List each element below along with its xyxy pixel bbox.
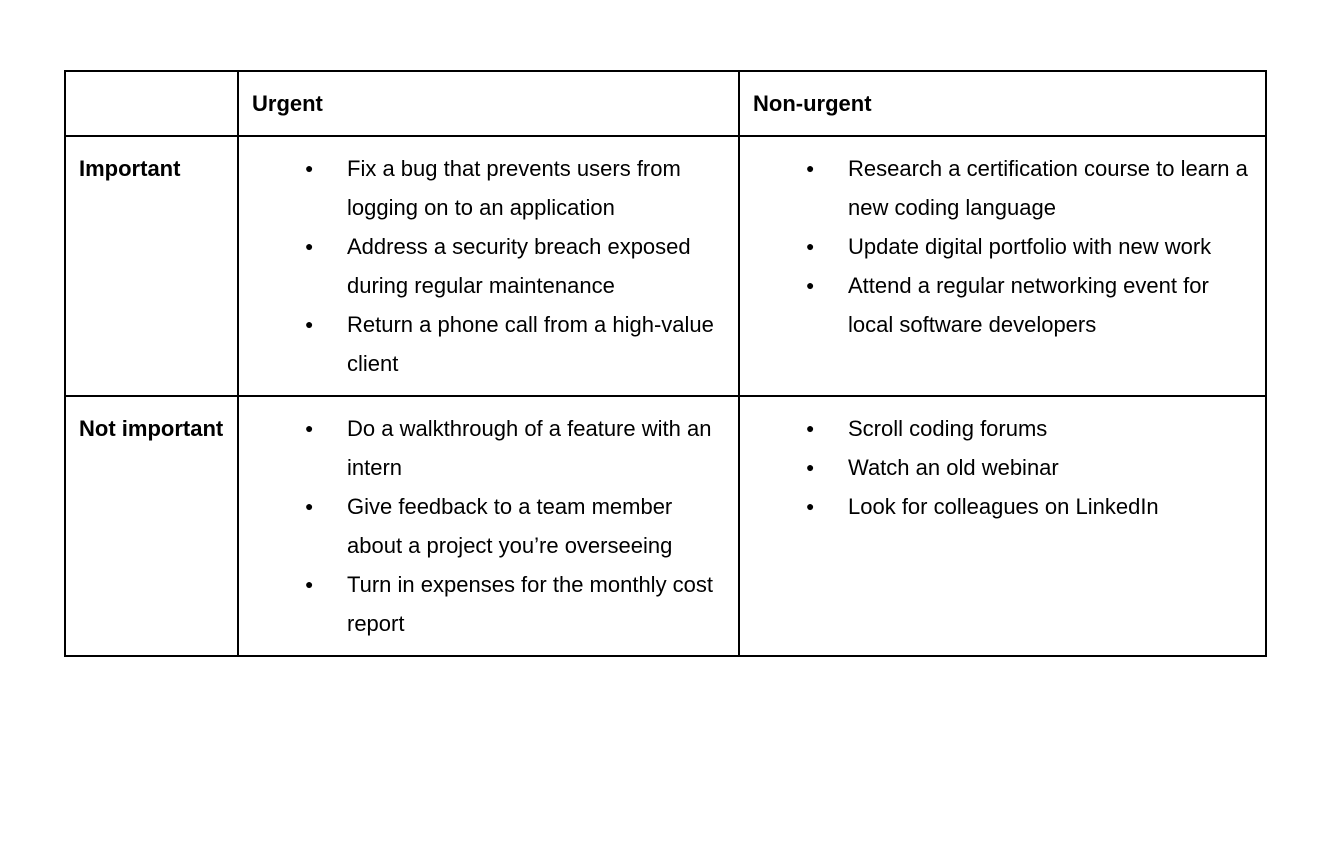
task-item: ● Fix a bug that prevents users from logging on to an application: [305, 149, 725, 227]
task-item: ● Research a certification course to learn a new coding language: [806, 149, 1252, 227]
task-item: ● Look for colleagues on LinkedIn: [806, 487, 1252, 526]
corner-cell: [65, 71, 238, 136]
cell-important-urgent: [238, 136, 739, 396]
cell-not-important-urgent: [238, 396, 739, 656]
task-item: ● Scroll coding forums: [806, 409, 1252, 448]
task-item: ● Address a security breach exposed during regular maintenance: [305, 227, 725, 305]
task-item: ● Return a phone call from a high-value client: [305, 305, 725, 383]
column-header-non-urgent: Non-urgent: [739, 71, 1266, 136]
row-header-not-important: Not important: [65, 396, 238, 656]
task-item: ● Attend a regular networking event for local software developers: [806, 266, 1252, 344]
task-item: ● Give feedback to a team member about a project you’re overseeing: [305, 487, 725, 565]
task-list-important-non-urgent: [753, 149, 1252, 344]
column-header-urgent: Urgent: [238, 71, 739, 136]
task-item: ● Do a walkthrough of a feature with an intern: [305, 409, 725, 487]
row-header-important: Important: [65, 136, 238, 396]
row-not-important: [65, 396, 1266, 656]
task-item: ● Turn in expenses for the monthly cost report: [305, 565, 725, 643]
row-important: [65, 136, 1266, 396]
task-item: ● Update digital portfolio with new work: [806, 227, 1252, 266]
header-row: [65, 71, 1266, 136]
cell-not-important-non-urgent: [739, 396, 1266, 656]
task-list-important-urgent: [252, 149, 725, 383]
cell-important-non-urgent: [739, 136, 1266, 396]
priority-matrix-table: [64, 70, 1267, 657]
task-list-not-important-non-urgent: [753, 409, 1252, 526]
task-item: ● Watch an old webinar: [806, 448, 1252, 487]
task-list-not-important-urgent: [252, 409, 725, 643]
